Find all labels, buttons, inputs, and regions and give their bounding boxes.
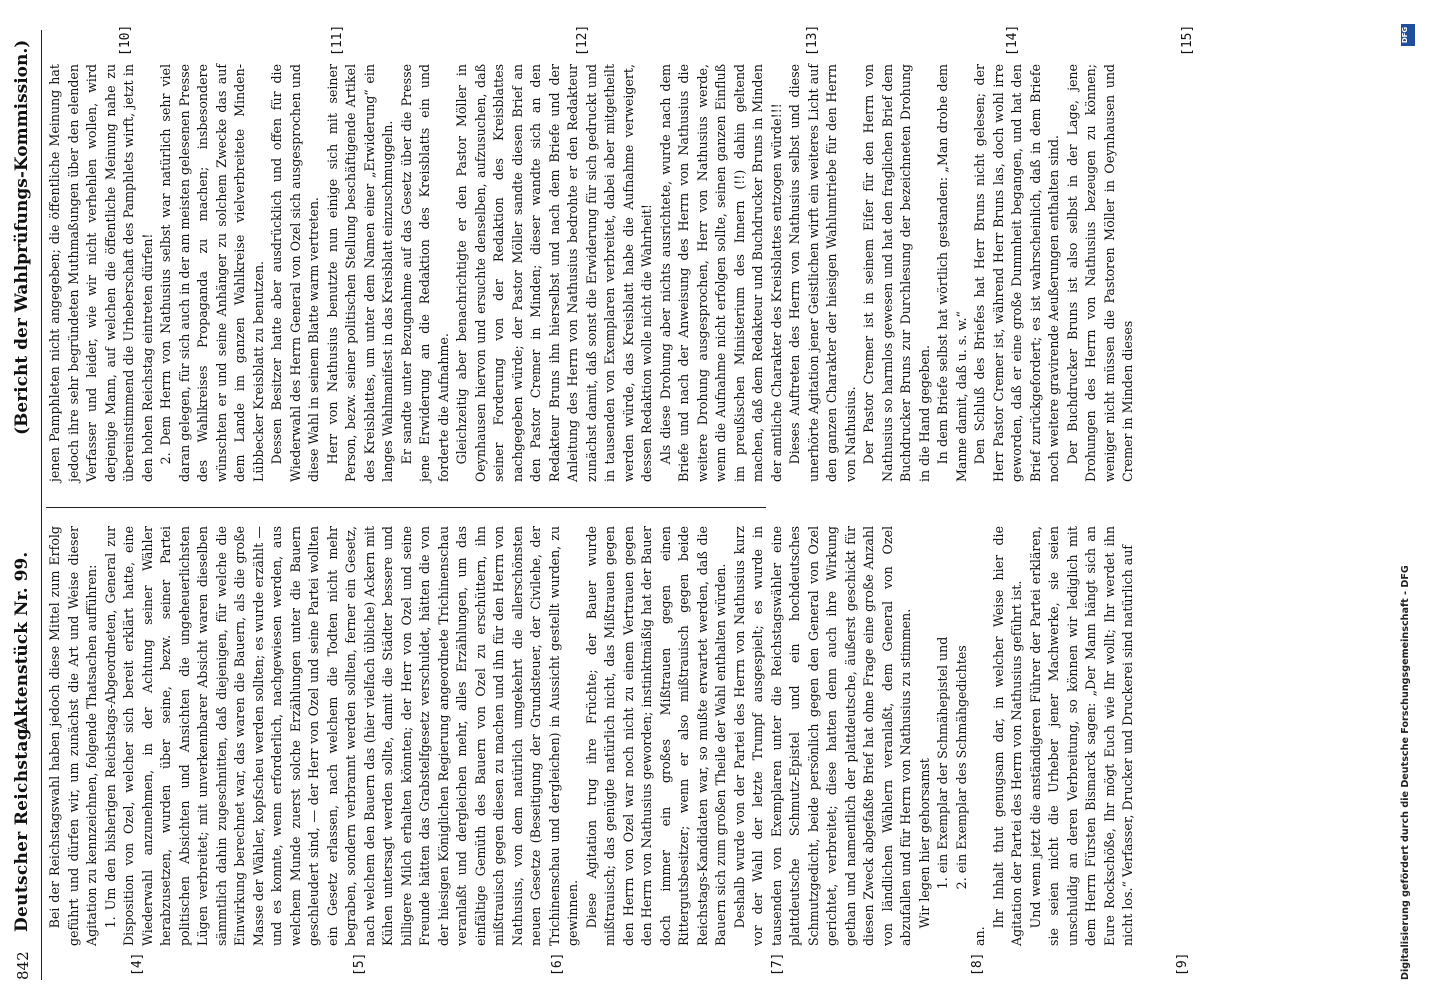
paragraph: 1. Um den bisherigen Reichstags-Abgeordneten, General zur Disposition von Ozel, welcher sich bereit erklärt hatte, eine Wiederwahl anzunehmen, in der Achtung seiner Wähler herabzusetzen, wurden über seine, bezw. seiner Partei politischen Absichten und Ansichten die ungeheuerlichsten Lügen verbreitet; mit unverkennbarer Absicht waren dieselben sämmtlich dahin zugeschnitten, daß diejenigen, für welche die Einwirkung berechnet war, das waren die Bauern, als die große Masse der Wähler, kopfscheu werden sollten; es wurde erzählt — und es konnte, wenn erforderlich, nachgewiesen werden, aus welchem Munde zuerst solche Erzählungen unter die Bauern geschleudert sind, — der Herr von Ozel und seine Partei wollten ein Gesetz erlassen, nach welchem die Todten nicht mehr begraben, sondern verbrannt werden sollten, ferner ein Gesetz, nach welchem den Bauern das (hier vielfach übliche) Ackern mit Kühen untersagt werden sollte, damit die Städter bessere und billigere Milch erhalten könnten; der Herr von Ozel und seine Freunde hätten das Grabstelfgesetz verschuldet, hätten die von der hiesigen Königlichen Regierung angeordnete Trichinenschau veranlaßt und dergleichen mehr, alles Erzählungen, um das einfältige Gemüth des Bauern von Ozel zu erschüttern, ihn mißtrauisch gegen diesen zu machen und ihn für den Herrn von Nathusius, von dem natürlich umgekehrt die allerschönsten neuen Gesetze (Beseitigung der Grundsteuer, der Civilehe, der Trichinenschau und dergleichen) in Aussicht gestellt wurden, zu gewinnen. (102, 526, 580, 946)
list-item: 1. ein Exemplar der Schmähepistel und (935, 636, 950, 890)
dfg-side-note (1400, 20, 1416, 980)
margin-mark: [14] (1005, 24, 1020, 56)
right-column (46, 64, 1138, 482)
margin-mark: [8] (970, 952, 985, 976)
paragraph: Bei der Reichstagswahl haben jedoch diese Mittel zum Erfolg geführt und dürfen wir, um zunächst die Art und Weise dieser Agitation zu kennzeichnen, folgende Thatsachen aufführen: (47, 526, 99, 946)
paragraph: Ihr Inhalt thut genugsam dar, in welcher Weise hier die Agitation der Partei des Herrn von Nathusius geführt ist. (990, 526, 1024, 946)
document-number: Aktenstück Nr. 99. (12, 551, 32, 730)
paragraph: jenen Pamphleten nicht angegeben; die öffentliche Meinung hat jedoch ihre sehr begründeten Muthmaßungen über den elenden Verfasser und leider, wie wir nicht verhehlen wollen, wird derjenige Mann, auf welchen die öffentliche Meinung nahe zu übereinstimmend die Urheberschaft des Pamphlets wirft, jetzt in den hohen Reichstag eintreten dürfen! (47, 64, 155, 482)
paragraph: an. (972, 926, 987, 946)
paragraph: 2. Dem Herrn von Nathusius selbst war natürlich sehr viel daran gelegen, für sich auch in der am meisten gelesenen Presse des Wahlkreises Propaganda zu machen; insbesondere wünschten er und seine Anhänger zu solchem Zwecke das auf dem Lande im ganzen Wahlkreise vielverbreitete Minden-Lübbecker Kreisblatt zu benutzen. (158, 64, 266, 482)
margin-mark: [4] (130, 952, 145, 976)
paragraph: Und wenn jetzt die anständigeren Führer der Partei erklären, sie seien nicht die Urheber jener Machwerke, sie seien unschuldig an deren Verbreitung, so können wir lediglich mit dem Herrn Fürsten Bismarck sagen: „Der Mann hängt sich an Eure Rockschöße, Ihr mögt Euch wie Ihr wollt; Ihr werdet ihn nicht los.“ Verfasser, Drucker und Druckerei sind natürlich auf (1027, 526, 1135, 946)
paragraph: Der Pastor Cremer ist in seinem Eifer für den Herrn von Nathusius so harmlos gewesen und hat den fraglichen Brief dem Buchdrucker Bruns zur Durchlesung der bezeichneten Drohung in die Hand gegeben. (861, 64, 932, 482)
margin-mark: [13] (805, 24, 820, 56)
margin-mark: [9] (1175, 952, 1190, 976)
column-divider (46, 507, 766, 508)
journal-title: Deutscher Reichstag. (12, 721, 32, 932)
list-item: 2. ein Exemplar des Schmähgedichtes (953, 645, 969, 890)
margin-mark: [7] (770, 952, 785, 976)
paragraph: Gleichzeitig aber benachrichtigte er den Pastor Möller in Oeynhausen hiervon und ersuchte denselben, aufzusuchen, daß seiner Forderung von der Redaktion des Kreisblattes nachgegeben würde; der Pastor Möller sandte diesen Brief an den Pastor Cremer in Minden; dieser wandte sich an den Redakteur Bruns ihn hierselbst und nach dem Briefe und der Anleitung des Herrn von Nathusius bedrohte er den Redakteur zunächst damit, daß sonst die Erwiderung für sich gedruckt und in tausenden von Exemplaren verbreitet, dabei aber mitgetheilt werden würde, das Kreisblatt habe die Aufnahme verweigert, dessen Redaktion wolle nicht die Wahrheit! (454, 64, 654, 482)
paragraph: Als diese Drohung aber nichts ausrichtete, wurde nach dem Briefe und nach der Anweisung des Herrn von Nathusius die weitere Drohung ausgesprochen, Herr von Nathusius werde, wenn die Aufnahme nicht erfolgen sollte, seinen ganzen Einfluß im preußischen Ministerium des Innern (!!) dahin geltend machen, daß dem Redakteur und Buchdrucker Bruns in Minden der amtliche Charakter des Kreisblattes entzogen würde!!! (657, 64, 784, 482)
report-title: (Bericht der Wahlprüfungs-Kommission.) (12, 39, 32, 435)
paragraph: Den Schluß des Briefes hat Herr Bruns nicht gelesen; der Herr Pastor Cremer ist, während Herr Bruns las, doch wohl irre geworden, daß er eine große Dummheit begangen, und hat den Brief zurückgefordert; es ist wahrscheinlich, daß in dem Briefe noch weitere gravirende Aeußerungen enthalten sind. (972, 64, 1061, 482)
scanned-page (0, 10, 1432, 1000)
digitization-note: Digitalisierung gefördert durch die Deutsche Forschungsgemeinschaft - DFG (1400, 565, 1411, 980)
margin-mark: [15] (1180, 24, 1195, 56)
margin-mark: [5] (352, 952, 367, 976)
paragraph: Deshalb wurde von der Partei des Herrn von Nathusius kurz vor der Wahl der letzte Trumpf ausgespielt; es wurde in tausenden von Exemplaren unter die Reichstagswähler eine plattdeutsche Schmutz-Epistel und ein hochdeutsches Schmutzgedicht, beide persönlich gegen den General von Ozel gerichtet, verbreitet; diese hatten denn auch ihre Wirkung gethan und namentlich der plattdeutsche, äußerst geschickt für diesen Zweck abgefaßte Brief hat ohne Frage eine große Anzahl von ländlichen Wählern veranlaßt, dem General von Ozel abzufallen und für Herrn von Nathusius zu stimmen. (731, 526, 913, 946)
paragraph: Diese Agitation trug ihre Früchte; der Bauer wurde mißtrauisch; das genügte natürlich nicht, das Mißtrauen gegen den Herrn von Ozel war noch nicht zu einem Vertrauen gegen den Herrn von Nathusius geworden; instinktmäßig hat der Bauer doch immer ein großes Mißtrauen gegen einen Rittergutsbesitzer; wenn er also mißtrauisch gegen beide Reichstags-Kandidaten war, so mußte erwartet werden, daß die Bauern sich zum großen Theile der Wahl enthalten würden. (583, 526, 728, 946)
margin-mark: [6] (550, 952, 565, 976)
margin-mark: [10] (118, 24, 133, 56)
paragraph: Er sandte unter Bezugnahme auf das Gesetz über die Presse jene Erwiderung an die Redaktion des Kreisblatts ein und forderte die Aufnahme. (398, 64, 451, 482)
paragraph: Der Buchdrucker Bruns ist also selbst in der Lage, jene Drohungen des Herrn von Nathusius bezeugen zu können; weniger nicht müssen die Pastoren Möller in Oeynhausen und Cremer in Minden dieses (1064, 64, 1135, 482)
paragraph: Wir legen hier gehorsamst (916, 758, 932, 929)
paragraph: Dessen Besitzer hatte aber ausdrücklich und offen für die Wiederwahl des Herrn General von Ozel sich ausgesprochen und diese Wahl in seinem Blatte warm vertreten. (269, 64, 321, 482)
left-column (46, 526, 1138, 946)
dfg-logo: DFG (1401, 24, 1415, 46)
margin-mark: [12] (575, 24, 590, 56)
paragraph: In dem Briefe selbst hat wörtlich gestanden: „Man drohe dem Manne damit, daß u. s. w.“ (935, 64, 969, 482)
paragraph: Herr von Nathusius benutzte nun einige sich mit seiner Person, bezw. seiner politischen Stellung beschäftigende Artikel des Kreisblattes, um unter dem Namen einer „Erwiderung“ ein langes Wahlmanifest in das Kreisblatt einzuschmuggeln. (324, 64, 395, 482)
paragraph: Dieses Auftreten des Herrn von Nathusius selbst und diese unerhörte Agitation jener Geistlichen wirft ein weiteres Licht auf den ganzen Charakter der hiesigen Wahlumtriebe für den Herrn von Nathusius. (787, 64, 858, 482)
page-header (6, 30, 42, 980)
margin-mark: [11] (330, 24, 345, 56)
page-number: 842 (14, 951, 32, 980)
